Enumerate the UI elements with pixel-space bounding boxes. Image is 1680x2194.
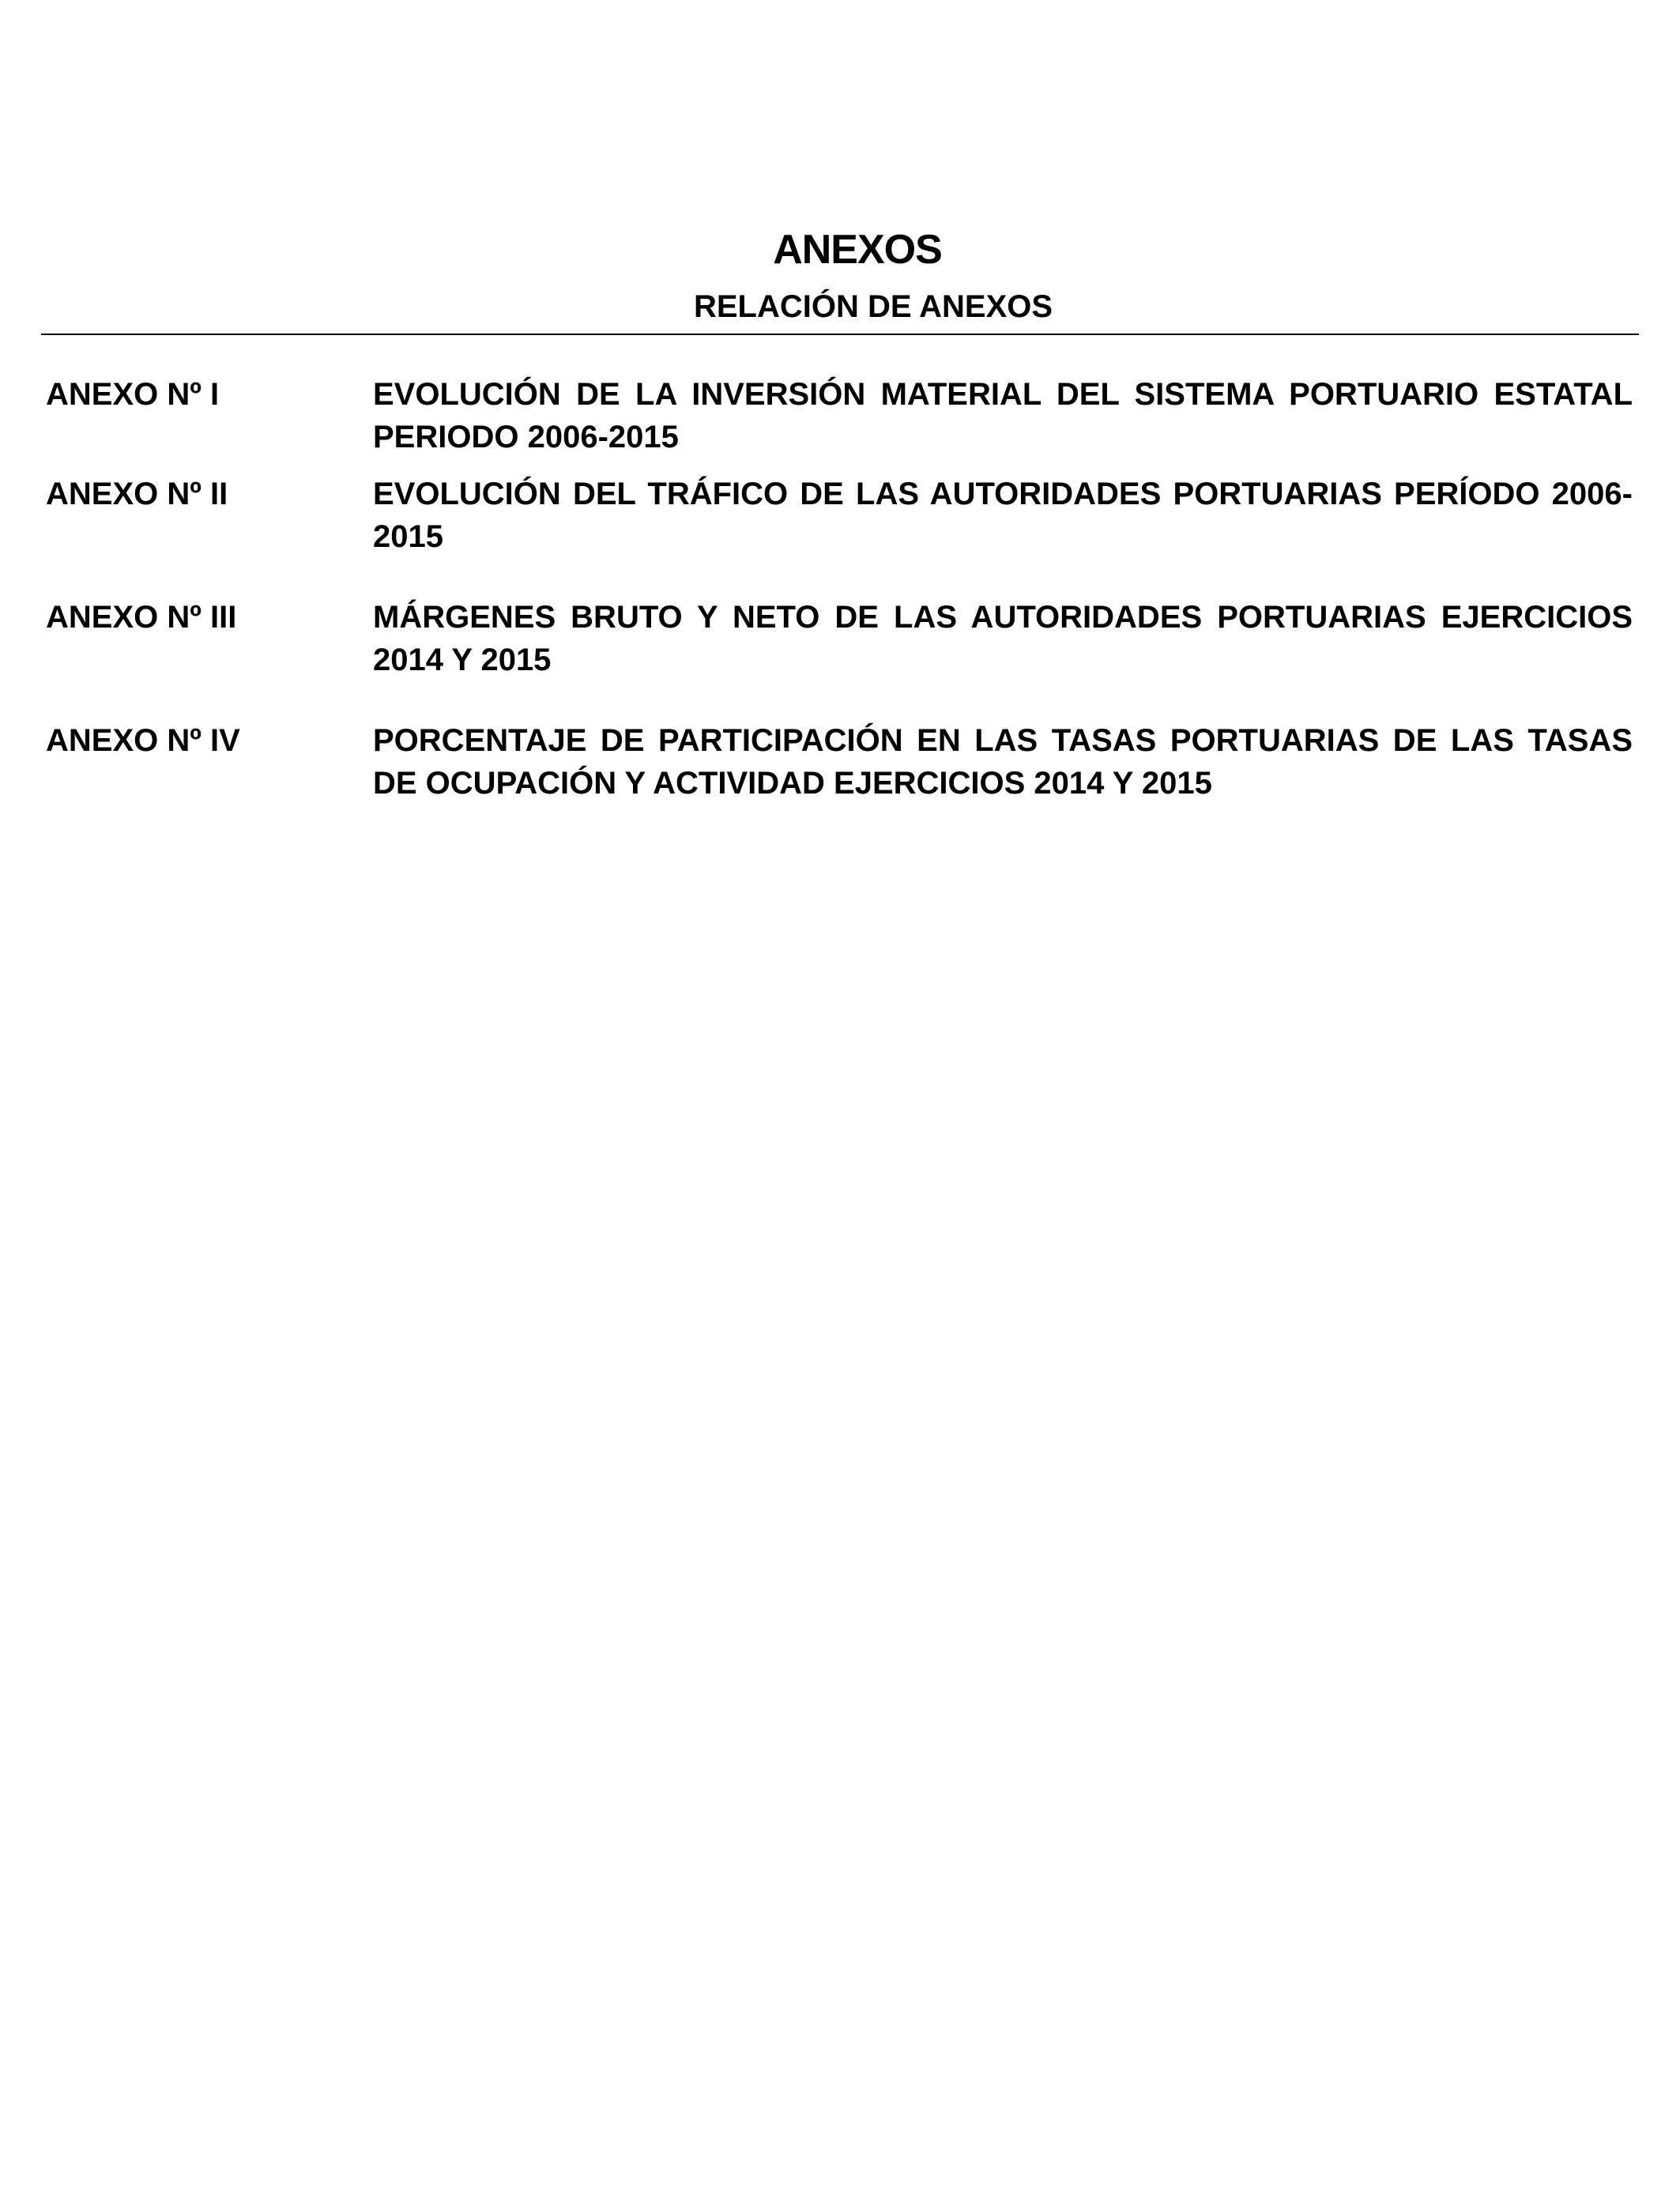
title-divider xyxy=(41,334,1639,335)
annex-number: ANEXO Nº III xyxy=(46,600,237,635)
page-title: ANEXOS xyxy=(773,227,942,273)
annex-description: PORCENTAJE DE PARTICIPACIÓN EN LAS TASAS PORTUARIAS DE LAS TASAS DE OCUPACIÓN Y ACTIVIDAD EJERCICIOS 2014 Y 2015 xyxy=(373,723,1633,801)
annex-number: ANEXO Nº II xyxy=(46,477,228,511)
annex-number: ANEXO Nº I xyxy=(46,377,220,412)
annex-description: EVOLUCIÓN DE LA INVERSIÓN MATERIAL DEL SISTEMA PORTUARIO ESTATAL PERIODO 2006-2015 xyxy=(373,377,1633,454)
annex-description: MÁRGENES BRUTO Y NETO DE LAS AUTORIDADES PORTUARIAS EJERCICIOS 2014 Y 2015 xyxy=(373,600,1633,677)
annex-description: EVOLUCIÓN DEL TRÁFICO DE LAS AUTORIDADES PORTUARIAS PERÍODO 2006-2015 xyxy=(373,477,1633,554)
page-subtitle: RELACIÓN DE ANEXOS xyxy=(693,289,1053,324)
annex-number: ANEXO Nº IV xyxy=(46,723,240,758)
